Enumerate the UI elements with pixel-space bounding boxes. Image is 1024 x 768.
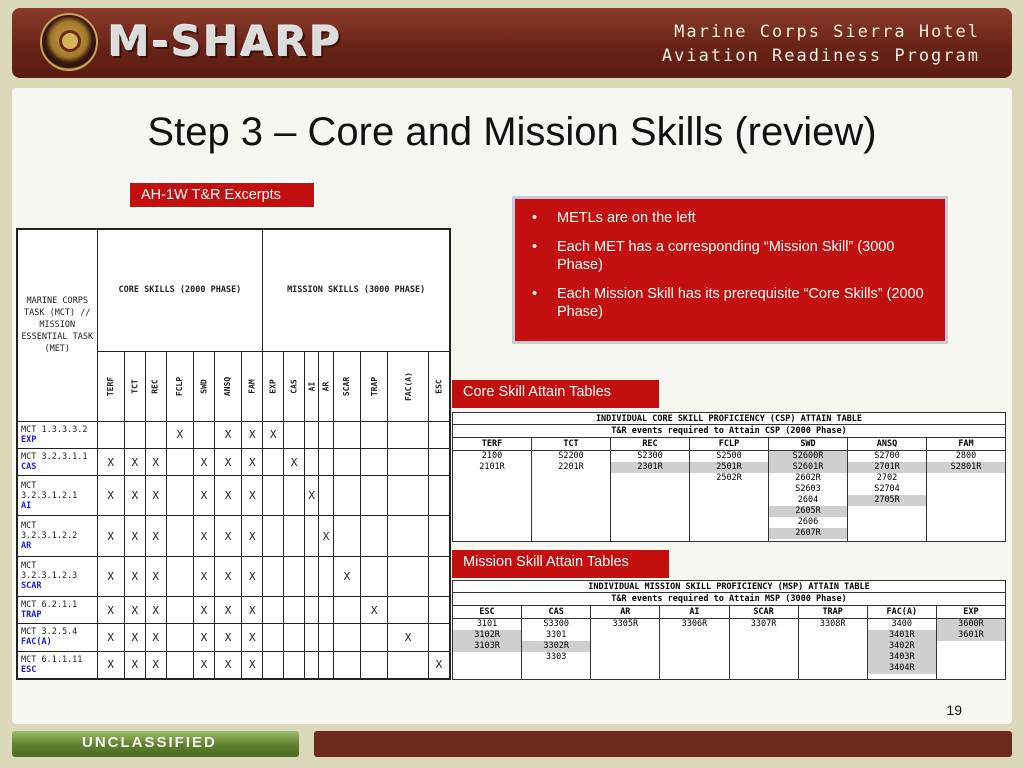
event-cell: 2201R (558, 462, 584, 472)
attain-column (799, 606, 868, 680)
slide-title: Step 3 – Core and Mission Skills (review) (147, 110, 877, 154)
met-cell: MCT 3.2.3.1.2.1 AI (17, 476, 97, 516)
matrix-mark-cell (319, 651, 333, 679)
matrix-mark-cell (305, 421, 319, 448)
event-cell: 3103R (453, 641, 521, 652)
matrix-mark-cell: X (333, 556, 360, 596)
met-cell: MCT 3.2.3.1.2.3 SCAR (17, 556, 97, 596)
matrix-mark-cell (428, 556, 450, 596)
matrix-mark-cell (428, 476, 450, 516)
matrix-mark-cell (166, 516, 193, 556)
matrix-mark-cell (319, 596, 333, 623)
matrix-mark-cell: X (194, 596, 215, 623)
matrix-mark-cell (388, 596, 428, 623)
matrix-mark-cell: X (166, 421, 193, 448)
matrix-row (17, 624, 450, 651)
event-cell: 2607R (769, 528, 847, 539)
met-cell: MCT 1.3.3.3.2 EXP (17, 421, 97, 448)
attain-column (611, 438, 690, 542)
event-cell: 3302R (522, 641, 590, 652)
usmc-seal-icon (40, 13, 98, 71)
matrix-column-header: FAC(A) (388, 351, 428, 421)
matrix-column-header: TERF (97, 351, 124, 421)
matrix-column-header: ANSQ (214, 351, 241, 421)
matrix-mark-cell: X (214, 624, 241, 651)
matrix-mark-cell: X (242, 476, 263, 516)
matrix-mark-cell: X (194, 651, 215, 679)
attain-column (927, 438, 1006, 542)
matrix-column-header: SCAR (333, 351, 360, 421)
matrix-mark-cell: X (124, 516, 145, 556)
matrix-mark-cell (388, 651, 428, 679)
event-cell: 3303 (545, 652, 567, 662)
met-cell: MCT 3.2.3.1.2.2 AR (17, 516, 97, 556)
matrix-mark-cell: X (97, 651, 124, 679)
matrix-mark-cell (333, 596, 360, 623)
event-cell: 2101R (479, 462, 505, 472)
event-cell: 2502R (716, 473, 742, 483)
event-cell: 2602R (795, 473, 821, 483)
matrix-mark-cell (124, 421, 145, 448)
met-cell: MCT 3.2.3.1.1 CAS (17, 448, 97, 475)
matrix-column-header: TCT (124, 351, 145, 421)
matrix-mark-cell: X (242, 651, 263, 679)
mission-attain-title: INDIVIDUAL MISSION SKILL PROFICIENCY (MSP) ATTAIN TABLE (452, 580, 1006, 593)
classification-banner (12, 731, 299, 757)
matrix-mark-cell (166, 624, 193, 651)
attain-column (660, 606, 729, 680)
matrix-mark-cell (388, 516, 428, 556)
matrix-mark-cell: X (124, 476, 145, 516)
event-cell: S2700 (874, 451, 900, 461)
matrix-mark-cell (194, 421, 215, 448)
bullet-item: • METLs are on the left (532, 210, 696, 226)
matrix-row (17, 556, 450, 596)
matrix-mark-cell (361, 448, 388, 475)
event-cell: 2702 (876, 473, 898, 483)
matrix-mark-cell (428, 421, 450, 448)
matrix-mark-cell (388, 556, 428, 596)
event-cell: 3307R (750, 619, 777, 629)
event-cell: 2705R (848, 495, 926, 506)
matrix-mark-cell: X (97, 556, 124, 596)
matrix-mark-cell (428, 448, 450, 475)
matrix-mark-cell: X (214, 596, 241, 623)
matrix-mark-cell: X (242, 624, 263, 651)
matrix-mark-cell (263, 516, 284, 556)
event-cell: S2704 (874, 484, 900, 494)
msharp-logo: M-SHARP (108, 17, 343, 66)
matrix-mark-cell (333, 448, 360, 475)
matrix-row (17, 651, 450, 679)
matrix-mark-cell (319, 556, 333, 596)
met-cell: MCT 6.2.1.1 TRAP (17, 596, 97, 623)
matrix-mark-cell (388, 448, 428, 475)
matrix-column-header: FAM (242, 351, 263, 421)
matrix-mark-cell (428, 596, 450, 623)
attain-column (690, 438, 769, 542)
matrix-mark-cell (319, 476, 333, 516)
mission-attain-subtitle: T&R events required to Attain MSP (3000 Phase) (452, 593, 1006, 606)
event-cell: 3403R (868, 652, 936, 663)
matrix-mark-cell: X (388, 624, 428, 651)
matrix-mark-cell: X (145, 516, 166, 556)
matrix-mark-cell (361, 556, 388, 596)
matrix-mark-cell: X (145, 556, 166, 596)
attain-column-header: EXP (937, 606, 1005, 619)
matrix-mark-cell (305, 596, 319, 623)
event-cell: S2500 (716, 451, 742, 461)
matrix-mark-cell: X (124, 596, 145, 623)
event-cell: S2601R (769, 462, 847, 473)
matrix-row (17, 421, 450, 448)
matrix-mark-cell (166, 476, 193, 516)
matrix-mark-cell (361, 624, 388, 651)
attain-column (937, 606, 1006, 680)
matrix-mark-cell: X (428, 651, 450, 679)
attain-column (453, 438, 532, 542)
matrix-mark-cell: X (145, 476, 166, 516)
attain-column-header: SWD (769, 438, 847, 451)
matrix-mark-cell: X (194, 556, 215, 596)
event-cell: 3101 (476, 619, 498, 629)
event-cell: 2606 (797, 517, 819, 527)
matrix-mark-cell: X (242, 421, 263, 448)
matrix-mark-cell (263, 448, 284, 475)
core-skills-header: CORE SKILLS (2000 PHASE) (97, 229, 263, 351)
matrix-mark-cell: X (305, 476, 319, 516)
matrix-mark-cell (333, 651, 360, 679)
event-cell: 2604 (797, 495, 819, 505)
attain-column (591, 606, 660, 680)
matrix-mark-cell (284, 651, 305, 679)
event-cell: S2603 (795, 484, 821, 494)
matrix-mark-cell (333, 624, 360, 651)
core-attain-subtitle: T&R events required to Attain CSP (2000 Phase) (452, 425, 1006, 438)
met-cell: MCT 3.2.5.4 FAC(A) (17, 624, 97, 651)
matrix-mark-cell (263, 556, 284, 596)
mission-attain-tag: Mission Skill Attain Tables (452, 550, 669, 578)
footer-bar (314, 731, 1012, 757)
matrix-mark-cell (305, 448, 319, 475)
attain-column-header: ESC (453, 606, 521, 619)
matrix-mark-cell: X (242, 448, 263, 475)
matrix-mark-cell (319, 624, 333, 651)
matrix-mark-cell: X (194, 476, 215, 516)
matrix-row (17, 596, 450, 623)
page-number: 19 (946, 702, 962, 718)
matrix-mark-cell (166, 448, 193, 475)
event-cell: 2501R (690, 462, 768, 473)
matrix-mark-cell (428, 624, 450, 651)
matrix-mark-cell: X (124, 448, 145, 475)
excerpts-tag: AH-1W T&R Excerpts (128, 181, 316, 209)
matrix-mark-cell: X (214, 556, 241, 596)
matrix-mark-cell: X (214, 448, 241, 475)
matrix-mark-cell (284, 421, 305, 448)
matrix-mark-cell (263, 476, 284, 516)
matrix-mark-cell (284, 596, 305, 623)
matrix-mark-cell: X (242, 596, 263, 623)
matrix-mark-cell (319, 421, 333, 448)
matrix-mark-cell (361, 516, 388, 556)
attain-column (532, 438, 611, 542)
event-cell: S2200 (558, 451, 584, 461)
attain-column (453, 606, 522, 680)
matrix-mark-cell: X (242, 556, 263, 596)
matrix-mark-cell (263, 651, 284, 679)
attain-column-header: REC (611, 438, 689, 451)
matrix-mark-cell: X (97, 516, 124, 556)
matrix-mark-cell (388, 476, 428, 516)
event-cell: S2801R (927, 462, 1005, 473)
matrix-mark-cell: X (124, 624, 145, 651)
matrix-mark-cell (284, 476, 305, 516)
matrix-mark-cell: X (145, 448, 166, 475)
matrix-mark-cell: X (124, 556, 145, 596)
matrix-mark-cell (284, 624, 305, 651)
matrix-mark-cell (284, 556, 305, 596)
attain-column-header: TRAP (799, 606, 867, 619)
attain-column-header: FAM (927, 438, 1005, 451)
met-cell: MCT 6.1.1.11 ESC (17, 651, 97, 679)
attain-column-header: AI (660, 606, 728, 619)
matrix-mark-cell (319, 448, 333, 475)
attain-column (769, 438, 848, 542)
matrix-mark-cell (145, 421, 166, 448)
matrix-mark-cell (361, 421, 388, 448)
matrix-column-header: SWD (194, 351, 215, 421)
matrix-column-header: REC (145, 351, 166, 421)
matrix-column-header: ESC (428, 351, 450, 421)
matrix-mark-cell (166, 651, 193, 679)
matrix-mark-cell (333, 476, 360, 516)
matrix-mark-cell (388, 421, 428, 448)
event-cell: 3308R (819, 619, 846, 629)
event-cell: 2100 (481, 451, 503, 461)
matrix-mark-cell (305, 556, 319, 596)
matrix-mark-cell (305, 651, 319, 679)
matrix-mark-cell: X (97, 448, 124, 475)
met-header: MARINE CORPS TASK (MCT) // MISSION ESSENTIAL TASK (MET) (17, 229, 97, 421)
matrix-mark-cell: X (242, 516, 263, 556)
matrix-mark-cell (263, 596, 284, 623)
mission-skills-header: MISSION SKILLS (3000 PHASE) (263, 229, 450, 351)
core-attain-tag: Core Skill Attain Tables (452, 380, 659, 408)
event-cell: 2701R (848, 462, 926, 473)
event-cell: 3301 (545, 630, 567, 640)
matrix-mark-cell: X (97, 624, 124, 651)
matrix-mark-cell (333, 516, 360, 556)
attain-column-header: ANSQ (848, 438, 926, 451)
matrix-column-header: EXP (263, 351, 284, 421)
matrix-mark-cell: X (214, 516, 241, 556)
attain-column-header: FAC(A) (868, 606, 936, 619)
attain-column (848, 438, 927, 542)
event-cell: 3600R (937, 619, 1005, 630)
event-cell: 3401R (868, 630, 936, 641)
event-cell: 2800 (955, 451, 977, 461)
attain-column-header: SCAR (730, 606, 798, 619)
matrix-mark-cell: X (97, 476, 124, 516)
program-line-1: Marine Corps Sierra Hotel (674, 22, 980, 42)
matrix-mark-cell: X (214, 651, 241, 679)
attain-column-header: FCLP (690, 438, 768, 451)
attain-column (730, 606, 799, 680)
attain-column-header: CAS (522, 606, 590, 619)
attain-column-header: TERF (453, 438, 531, 451)
matrix-mark-cell (305, 624, 319, 651)
matrix-mark-cell: X (145, 624, 166, 651)
matrix-column-header: TRAP (361, 351, 388, 421)
matrix-mark-cell (263, 624, 284, 651)
matrix-mark-cell: X (214, 476, 241, 516)
attain-column (868, 606, 937, 680)
event-cell: 3402R (868, 641, 936, 652)
attain-column-header: TCT (532, 438, 610, 451)
matrix-mark-cell (428, 516, 450, 556)
matrix-mark-cell (333, 421, 360, 448)
matrix-column-header: AR (319, 351, 333, 421)
matrix-mark-cell (305, 516, 319, 556)
matrix-mark-cell: X (194, 516, 215, 556)
event-cell: 2605R (769, 506, 847, 517)
matrix-mark-cell: X (145, 651, 166, 679)
matrix-mark-cell: X (361, 596, 388, 623)
classification-label: UNCLASSIFIED (82, 734, 217, 751)
attain-column (522, 606, 591, 680)
matrix-mark-cell: X (97, 596, 124, 623)
bullet-item: • Each Mission Skill has its prerequisite “Core Skills” (2000 Phase) (532, 286, 924, 320)
matrix-mark-cell (284, 516, 305, 556)
matrix-mark-cell (361, 476, 388, 516)
matrix-column-header: CAS (284, 351, 305, 421)
event-cell: 3306R (681, 619, 708, 629)
matrix-mark-cell (166, 596, 193, 623)
matrix-column-header: AI (305, 351, 319, 421)
event-cell: 3404R (868, 663, 936, 674)
matrix-mark-cell: X (214, 421, 241, 448)
matrix-row (17, 516, 450, 556)
event-cell: 3102R (453, 630, 521, 641)
matrix-row (17, 476, 450, 516)
bullet-box (512, 196, 948, 344)
matrix-column-header: FCLP (166, 351, 193, 421)
matrix-mark-cell: X (284, 448, 305, 475)
mission-attain-table (452, 580, 1006, 680)
bullet-item: • Each MET has a corresponding “Mission Skill” (3000 Phase) (532, 239, 895, 273)
event-cell: S2300 (637, 451, 663, 461)
matrix-mark-cell: X (319, 516, 333, 556)
matrix-mark-cell: X (124, 651, 145, 679)
matrix-mark-cell (166, 556, 193, 596)
matrix-mark-cell (97, 421, 124, 448)
event-cell: 3400 (891, 619, 913, 629)
matrix-mark-cell: X (145, 596, 166, 623)
core-attain-title: INDIVIDUAL CORE SKILL PROFICIENCY (CSP) ATTAIN TABLE (452, 412, 1006, 425)
program-line-2: Aviation Readiness Program (661, 46, 980, 66)
attain-column-header: AR (591, 606, 659, 619)
core-attain-table (452, 412, 1006, 542)
event-cell: S3300 (543, 619, 569, 629)
matrix-mark-cell (361, 651, 388, 679)
header-banner (12, 8, 1012, 78)
event-cell: 2301R (611, 462, 689, 473)
matrix-row (17, 448, 450, 475)
matrix-mark-cell: X (263, 421, 284, 448)
event-cell: S2600R (769, 451, 847, 462)
event-cell: 3601R (937, 630, 1005, 641)
matrix-mark-cell: X (194, 448, 215, 475)
event-cell: 3305R (612, 619, 639, 629)
met-skills-matrix (16, 228, 451, 680)
matrix-mark-cell: X (194, 624, 215, 651)
